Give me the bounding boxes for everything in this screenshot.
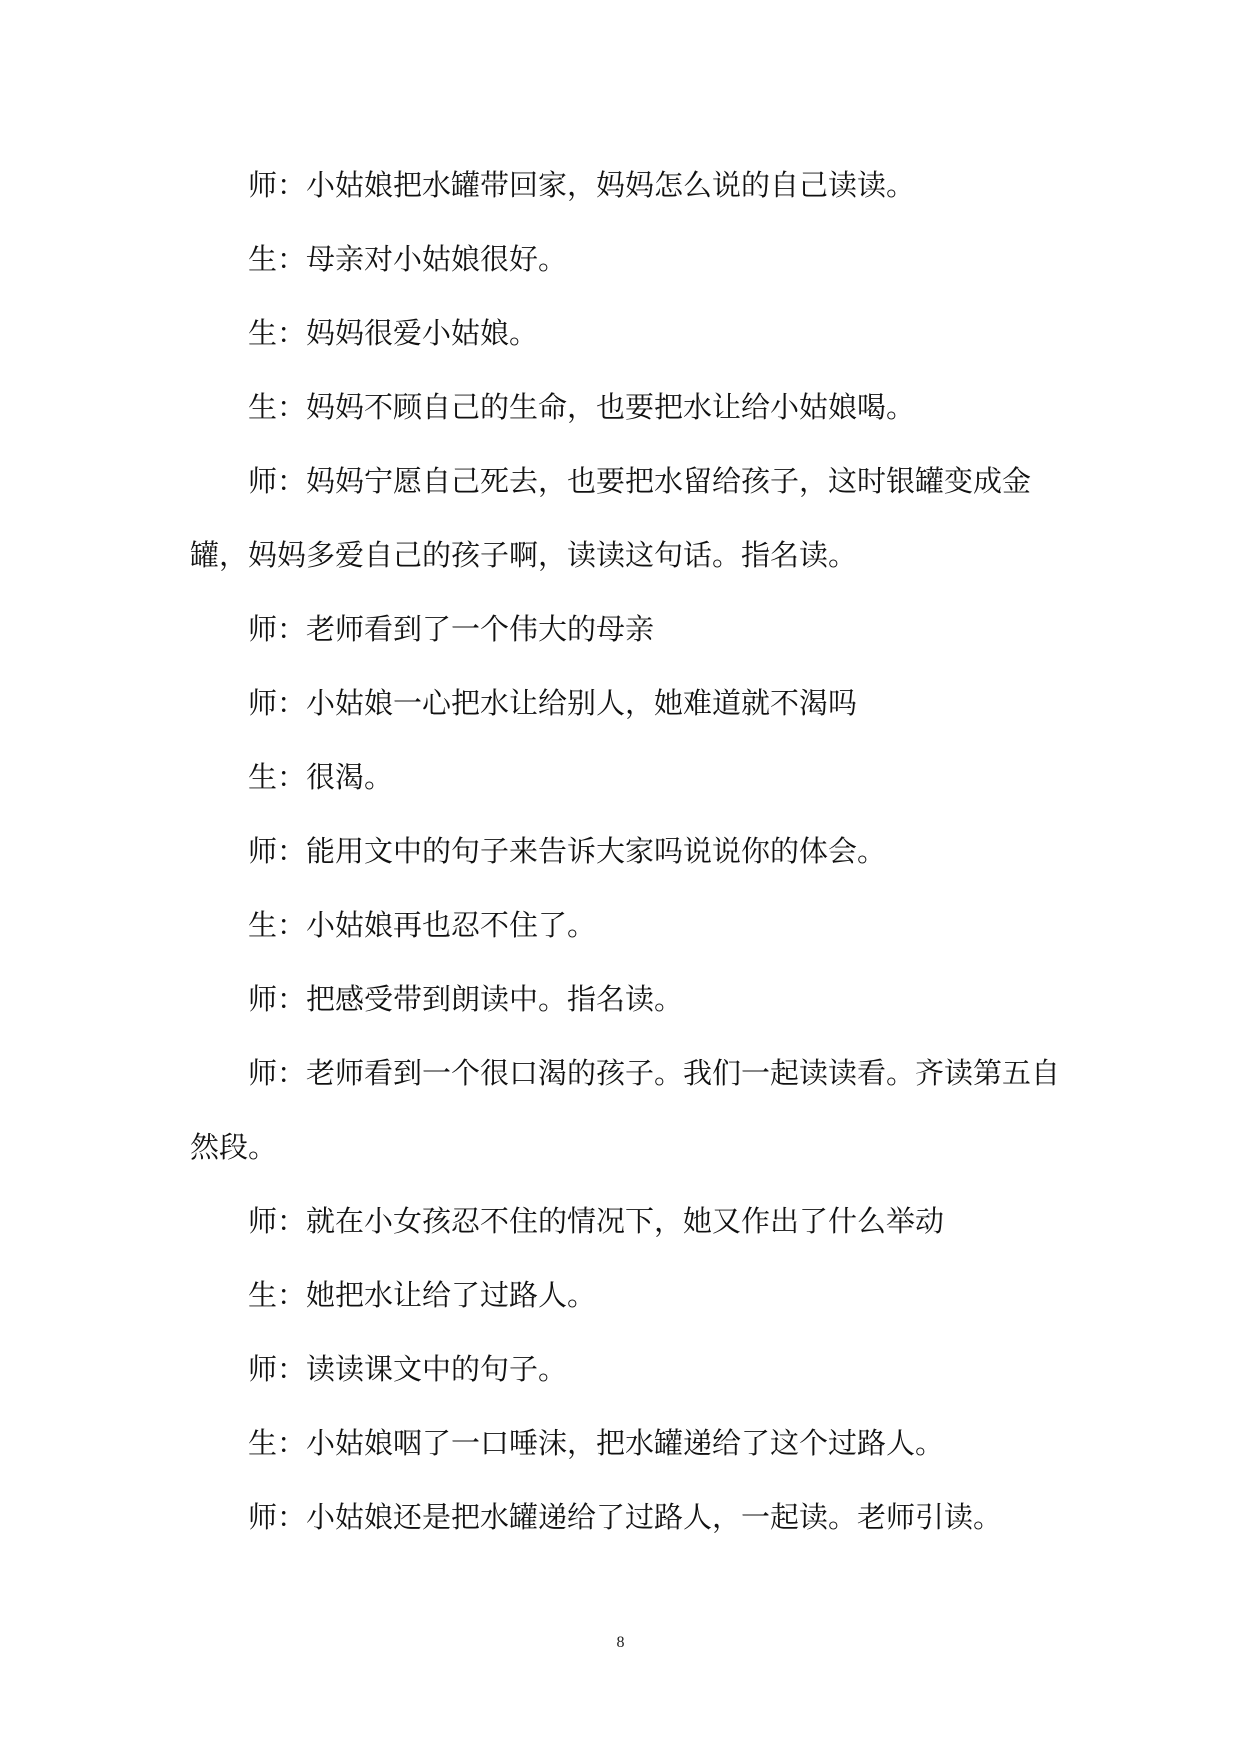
paragraph: 师：读读课文中的句子。 [248,1352,568,1386]
paragraph: 生：很渴。 [248,760,394,794]
paragraph: 师：小姑娘一心把水让给别人，她难道就不渴吗 [248,686,858,720]
paragraph: 师：就在小女孩忍不住的情况下，她又作出了什么举动 [248,1204,945,1238]
paragraph: 师：老师看到了一个伟大的母亲 [248,612,655,646]
paragraph: 师：小姑娘还是把水罐递给了过路人，一起读。老师引读。 [248,1500,1003,1534]
paragraph: 生：妈妈不顾自己的生命，也要把水让给小姑娘喝。 [248,390,916,424]
paragraph: 生：小姑娘咽了一口唾沫，把水罐递给了这个过路人。 [248,1426,945,1460]
paragraph: 生：妈妈很爱小姑娘。 [248,316,539,350]
paragraph: 生：母亲对小姑娘很好。 [248,242,568,276]
paragraph: 师：把感受带到朗读中。指名读。 [248,982,684,1016]
paragraph: 生：她把水让给了过路人。 [248,1278,597,1312]
document-body [190,148,1060,1554]
paragraph: 生：小姑娘再也忍不住了。 [248,908,597,942]
paragraph: 师：妈妈宁愿自己死去，也要把水留给孩子，这时银罐变成金罐，妈妈多爱自己的孩子啊，读读这句话。指名读。 [190,464,1032,572]
paragraph: 师：老师看到一个很口渴的孩子。我们一起读读看。齐读第五自然段。 [190,1056,1061,1164]
paragraph: 师：小姑娘把水罐带回家，妈妈怎么说的自己读读。 [248,168,916,202]
paragraph: 师：能用文中的句子来告诉大家吗说说你的体会。 [248,834,887,868]
page-number: 8 [616,1634,625,1651]
